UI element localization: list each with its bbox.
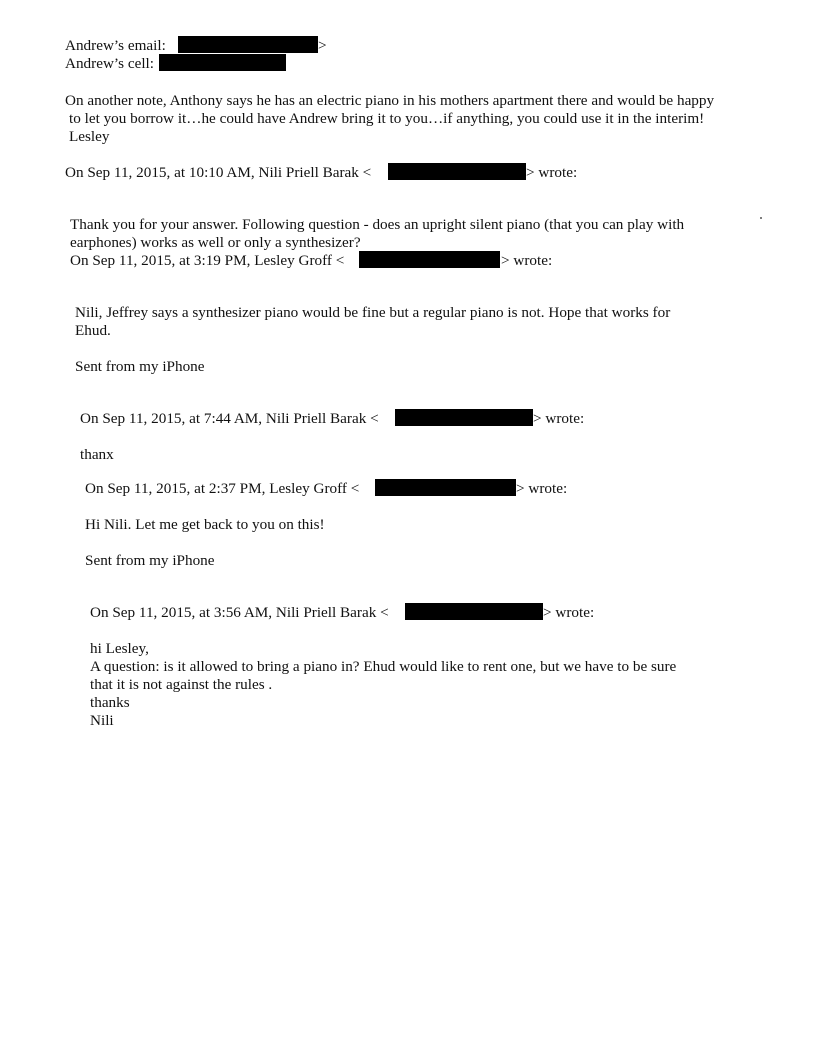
redaction-box xyxy=(395,409,533,426)
message-body-line: Thank you for your answer. Following question - does an upright silent piano (that you can play with xyxy=(70,216,685,233)
stray-dot xyxy=(760,217,762,219)
message-body-line: thanx xyxy=(80,446,114,463)
message-body-line: Nili, Jeffrey says a synthesizer piano would be fine but a regular piano is not. Hope that works for xyxy=(75,304,671,321)
redaction-box xyxy=(159,54,286,71)
redaction-box xyxy=(388,163,526,180)
message-body-line: thanks xyxy=(90,694,130,711)
message-header-suffix: > wrote: xyxy=(533,410,585,427)
message-header: On Sep 11, 2015, at 3:19 PM, Lesley Groff < xyxy=(70,252,345,269)
message-body-line: hi Lesley, xyxy=(90,640,149,657)
message-body-line: Hi Nili. Let me get back to you on this! xyxy=(85,516,325,533)
redaction-box xyxy=(375,479,516,496)
andrew-email-close: > xyxy=(318,37,327,54)
andrew-cell-label: Andrew’s cell: xyxy=(65,55,154,72)
message-header: On Sep 11, 2015, at 10:10 AM, Nili Priell Barak < xyxy=(65,164,372,181)
redaction-box xyxy=(178,36,318,53)
note-line: On another note, Anthony says he has an electric piano in his mothers apartment there and would be happy xyxy=(65,92,715,109)
message-signature: Sent from my iPhone xyxy=(85,552,215,569)
note-line: Lesley xyxy=(69,128,110,145)
redaction-box xyxy=(359,251,500,268)
message-header-suffix: > wrote: xyxy=(526,164,578,181)
note-line: to let you borrow it…he could have Andrew bring it to you…if anything, you could use it in the interim! xyxy=(69,110,705,127)
message-body-line: Nili xyxy=(90,712,114,729)
message-header: On Sep 11, 2015, at 3:56 AM, Nili Priell Barak < xyxy=(90,604,389,621)
message-header-suffix: > wrote: xyxy=(501,252,553,269)
message-signature: Sent from my iPhone xyxy=(75,358,205,375)
message-body-line: that it is not against the rules . xyxy=(90,676,273,693)
message-header-suffix: > wrote: xyxy=(516,480,568,497)
message-header: On Sep 11, 2015, at 2:37 PM, Lesley Groff < xyxy=(85,480,360,497)
message-body-line: earphones) works as well or only a synthesizer? xyxy=(70,234,361,251)
message-body-line: Ehud. xyxy=(75,322,111,339)
message-header: On Sep 11, 2015, at 7:44 AM, Nili Priell Barak < xyxy=(80,410,379,427)
message-body-line: A question: is it allowed to bring a piano in? Ehud would like to rent one, but we have to be sure xyxy=(90,658,677,675)
redaction-box xyxy=(405,603,543,620)
andrew-email-label: Andrew’s email: xyxy=(65,37,166,54)
message-header-suffix: > wrote: xyxy=(543,604,595,621)
